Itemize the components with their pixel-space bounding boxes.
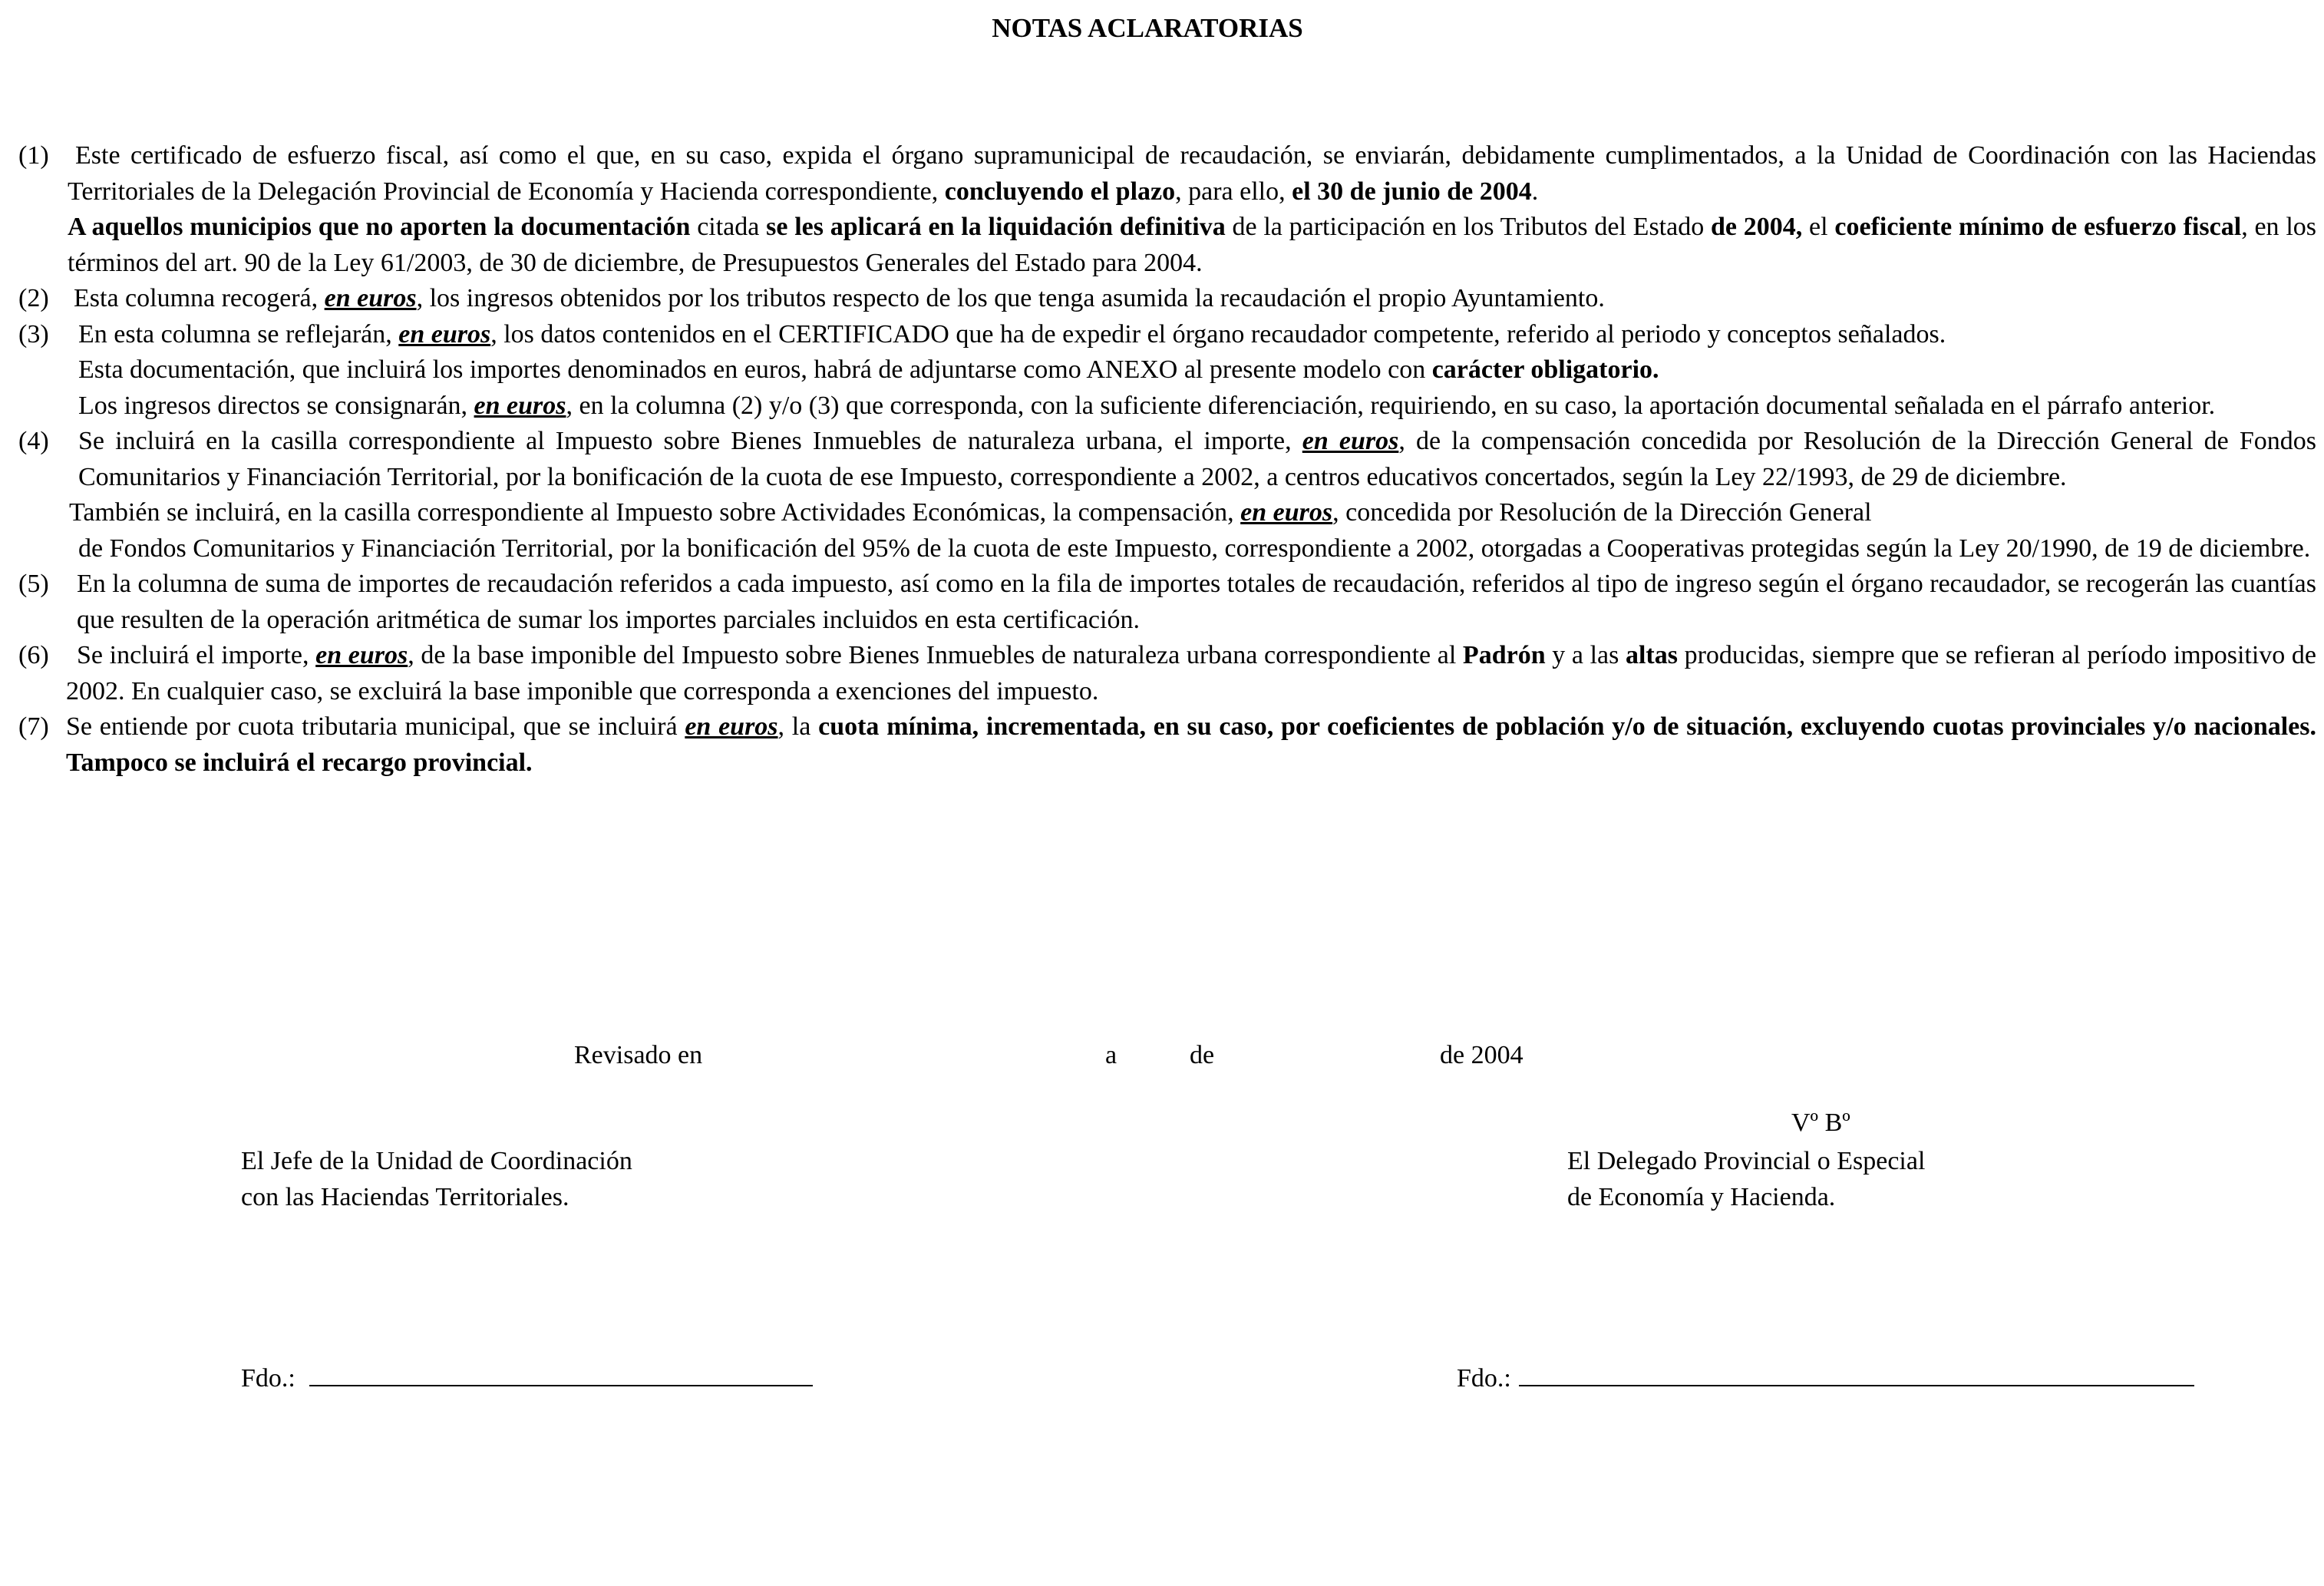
note-3 [18, 317, 2316, 425]
revisado-en-label: Revisado en [574, 1041, 703, 1069]
note-number: (6) [18, 641, 49, 669]
note-7-paragraph: Se entiende por cuota tributaria municipal, que se incluirá en euros, la cuota mínima, incrementada, en su caso, por coeficientes de población y/o de situación, excluyendo cuotas provinciales y/o nacionales. Tampoco se incluirá el recargo provincial. [66, 712, 2316, 777]
note-1-paragraph-1: Este certificado de esfuerzo fiscal, así como el que, en su caso, expida el órgano supramunicipal de recaudación, se enviarán, debidamente cumplimentados, a la Unidad de Coordinación con las Haciendas Territoriales de la Delegación Provincial de Economía y Hacienda correspondiente, concluyendo el plazo, para ello, el 30 de junio de 2004. [68, 141, 2316, 206]
document-title: NOTAS ACLARATORIAS [992, 13, 1303, 43]
revision-a-label: a [1105, 1041, 1117, 1069]
note-6 [18, 638, 2316, 709]
note-3-paragraph-2: Esta documentación, que incluirá los importes denominados en euros, habrá de adjuntarse como ANEXO al presente modelo con carácter obligatorio. [78, 355, 1659, 384]
note-number: (2) [18, 284, 49, 312]
left-signatory-title [241, 1144, 632, 1215]
note-5-paragraph: En la columna de suma de importes de recaudación referidos a cada impuesto, así como en la fila de importes totales de recaudación, referidos al tipo de ingreso según el órgano recaudador, se recogerán las cuantías que resulten de la operación aritmética de sumar los importes parciales incluidos en esta certificación. [77, 570, 2316, 634]
note-2-paragraph: Esta columna recogerá, en euros, los ingresos obtenidos por los tributos respecto de los que tenga asumida la recaudación el propio Ayuntamiento. [74, 284, 1605, 312]
note-number: (5) [18, 570, 49, 598]
note-1-paragraph-2: A aquellos municipios que no aporten la documentación citada se les aplicará en la liquidación definitiva de la participación en los Tributos del Estado de 2004, el coeficiente mínimo de esfuerzo fiscal, en los términos del art. 90 de la Ley 61/2003, de 30 de diciembre, de Presupuestos Generales del Estado para 2004. [68, 213, 2316, 277]
note-5 [18, 567, 2316, 638]
note-4 [18, 424, 2316, 567]
note-number: (7) [18, 712, 49, 741]
right-signature-field [1457, 1360, 2194, 1397]
right-fdo-label: Fdo.: [1457, 1364, 1511, 1393]
note-4-paragraph-1: Se incluirá en la casilla correspondiente al Impuesto sobre Bienes Inmuebles de naturaleza urbana, el importe, en euros, de la compensación concedida por Resolución de la Dirección General de Fondos Comunitarios y Financiación Territorial, por la bonificación de la cuota de ese Impuesto, correspondiente a 2002, a centros educativos concertados, según la Ley 22/1993, de 29 de diciembre. [78, 427, 2316, 491]
note-1 [18, 138, 2316, 281]
revision-date-line [0, 1038, 2324, 1076]
left-fdo-label: Fdo.: [241, 1364, 295, 1393]
right-signature-line[interactable] [1519, 1360, 2194, 1386]
left-signatory-line-2: con las Haciendas Territoriales. [241, 1182, 569, 1211]
left-signatory-line-1: El Jefe de la Unidad de Coordinación [241, 1147, 632, 1175]
right-signatory-line-1: El Delegado Provincial o Especial [1567, 1147, 1926, 1175]
note-number: (4) [18, 427, 49, 455]
right-signatory-line-2: de Economía y Hacienda. [1567, 1182, 1836, 1211]
note-4-paragraph-3: de Fondos Comunitarios y Financiación Territorial, por la bonificación del 95% de la cuota de este Impuesto, correspondiente a 2002, otorgadas a Cooperativas protegidas según la Ley 20/1990, de 19 de diciembre. [78, 534, 2311, 563]
note-4-paragraph-2: También se incluirá, en la casilla correspondiente al Impuesto sobre Actividades Económicas, la compensación, en euros, concedida por Resolución de la Dirección General [69, 498, 1872, 527]
note-3-paragraph-1: En esta columna se reflejarán, en euros, los datos contenidos en el CERTIFICADO que ha de expedir el órgano recaudador competente, referido al periodo y conceptos señalados. [78, 319, 1946, 349]
note-number: (3) [18, 319, 49, 349]
note-3-paragraph-3: Los ingresos directos se consignarán, en euros, en la columna (2) y/o (3) que corresponda, con la suficiente diferenciación, requiriendo, en su caso, la aportación documental señalada en el párrafo anterior. [78, 391, 2216, 420]
left-signature-line[interactable] [309, 1360, 813, 1386]
note-6-paragraph: Se incluirá el importe, en euros, de la base imponible del Impuesto sobre Bienes Inmuebles de naturaleza urbana correspondiente al Padrón y a las altas producidas, siempre que se refieran al período impositivo de 2002. En cualquier caso, se excluirá la base imponible que corresponda a exenciones del impuesto. [66, 641, 2317, 705]
revision-year-label: de 2004 [1440, 1041, 1523, 1069]
note-7 [18, 709, 2316, 781]
notes-list [18, 138, 2316, 781]
visto-bueno-label: Vº Bº [1791, 1109, 1850, 1137]
note-number: (1) [18, 141, 49, 170]
right-signatory-title [1567, 1144, 1925, 1215]
left-signature-field [241, 1360, 813, 1397]
note-2 [18, 281, 2316, 317]
revision-de-label: de [1190, 1041, 1215, 1069]
